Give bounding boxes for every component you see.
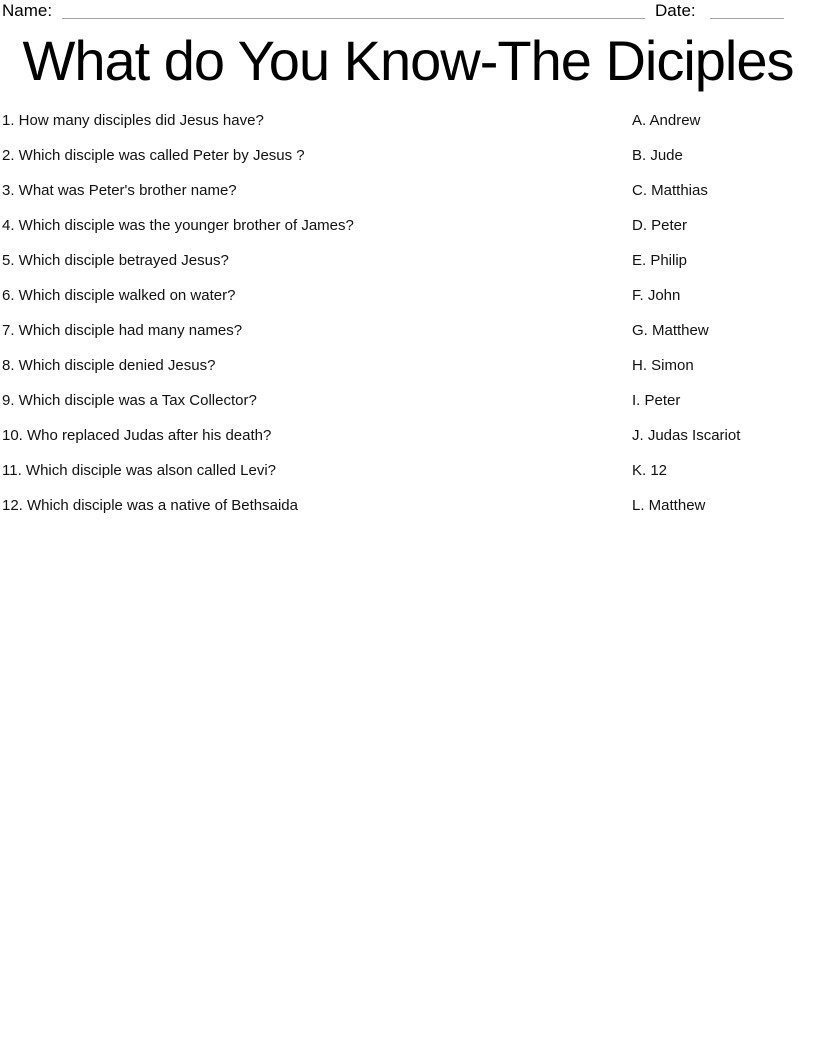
question-item: 8. Which disciple denied Jesus? xyxy=(2,357,216,374)
answer-item: B. Jude xyxy=(632,147,683,164)
answer-item: E. Philip xyxy=(632,252,688,269)
question-item: 6. Which disciple walked on water? xyxy=(2,287,236,304)
answer-item: G. Matthew xyxy=(632,322,709,339)
name-label: Name: xyxy=(2,1,53,20)
date-label: Date: xyxy=(655,1,696,20)
worksheet-header xyxy=(0,0,816,26)
page-title: What do You Know-The Diciples xyxy=(22,29,794,92)
answer-item: I. Peter xyxy=(632,392,681,409)
answer-item: K. 12 xyxy=(632,462,668,479)
question-item: 2. Which disciple was called Peter by Jesus ? xyxy=(2,147,305,164)
answer-item: L. Matthew xyxy=(632,497,706,514)
question-item: 9. Which disciple was a Tax Collector? xyxy=(2,392,257,409)
question-item: 1. How many disciples did Jesus have? xyxy=(2,112,264,129)
question-item: 10. Who replaced Judas after his death? xyxy=(2,427,272,444)
answer-item: F. John xyxy=(632,287,681,304)
question-item: 12. Which disciple was a native of Bethsaida xyxy=(2,497,298,514)
questions-list xyxy=(2,103,602,523)
question-item: 5. Which disciple betrayed Jesus? xyxy=(2,252,229,269)
question-item: 3. What was Peter's brother name? xyxy=(2,182,237,199)
answer-item: A. Andrew xyxy=(632,112,701,129)
answer-item: D. Peter xyxy=(632,217,688,234)
question-item: 11. Which disciple was alson called Levi? xyxy=(2,462,277,479)
question-item: 7. Which disciple had many names? xyxy=(2,322,243,339)
date-blank-line xyxy=(710,0,784,19)
answer-item: J. Judas Iscariot xyxy=(632,427,741,444)
answer-item: H. Simon xyxy=(632,357,694,374)
question-item: 4. Which disciple was the younger brother of James? xyxy=(2,217,354,234)
name-blank-line xyxy=(62,0,645,19)
answer-item: C. Matthias xyxy=(632,182,708,199)
answers-list xyxy=(632,103,812,523)
